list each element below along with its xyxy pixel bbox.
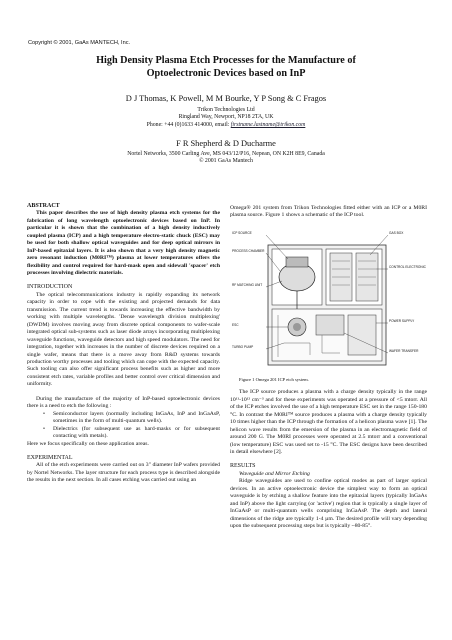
abstract-text: This paper describes the use of high density plasma etch systems for the fabrication of long wavelength optoelectronic devices based on InP. In particular it is shown that the combination of a high density inductively coupled plasma (ICP) and a high temperature electro-static chuck (ESC) may be used for both shallow optical waveguides and for deep optical mirrors in InP-based epitaxial layers. It is also shown that a very high density magnetic zero resonant induction (M0RI™) plasma at lower temperatures offers the flexibility and control required for hard-mask open and sidewall 'spacer' etch processes involving dielectric materials. (27, 210, 220, 277)
figure-label: POWER SUPPLY (389, 318, 415, 323)
copyright-notice: Copyright © 2001, GaAs MANTECH, Inc. (28, 40, 131, 46)
results-subheading: Waveguide and Mirror Etching (239, 470, 310, 477)
title-line-1: High Density Plasma Etch Processes for the Manufacture of (96, 55, 356, 66)
affiliation-nortel (40, 151, 412, 166)
experimental-paragraph: All of the etch experiments were carried out on 3" diameter InP wafers provided by Nortel Networks. The layer structure for each process type is described alongside the results in the next section. In all cases etching was carried out using an (27, 462, 220, 484)
figure-label: GAS BOX (389, 230, 404, 235)
email-link[interactable]: firstname.lastname@trikon.com (230, 121, 306, 128)
affiliation-trikon (40, 107, 412, 129)
figure-label: RF MATCHING UNIT (232, 282, 263, 287)
affiliation-conference: © 2001 GaAs Mantech (199, 158, 253, 165)
list-item: • Dielectrics (for subsequent use as hard-masks or for subsequent contacting with metals). (53, 426, 220, 441)
icp-etch-system-figure (230, 223, 426, 374)
results-heading: RESULTS (230, 463, 256, 470)
authors-nortel: F R Shepherd & D Ducharme (176, 139, 276, 148)
paper-title (40, 54, 412, 80)
abstract-heading: ABSTRACT (27, 203, 60, 209)
figure-label: PROCESS CHAMBER (232, 248, 265, 253)
results-paragraph: Ridge waveguides are used to confine optical modes as part of larger optical devices. In an active optoelectronic device the simplest way to form an optical waveguide is by etching a shallow feature into the epitaxial layers (typically InGaAs and InP) above the light carrying (or 'active') region that is typically a single layer of InGaAsP or multi-quantum wells comprising InGaAsP. The depth and lateral dimensions of the ridge are typically 1-4 µm. The desired profile will vary depending upon the subsequent processing steps but is typically ~80-85°. (230, 478, 427, 530)
experimental-continuation: Omega® 201 system from Trikon Technologies fitted either with an ICP or a M0RI plasma source. Figure 1 shows a schematic of the ICP tool. (230, 205, 427, 219)
experimental-heading: EXPERIMENTAL (27, 454, 73, 461)
figure-label: WAFER TRANSFER (389, 348, 419, 353)
icp-system-schematic (230, 223, 426, 374)
affiliation-contact (40, 122, 412, 129)
list-item: • Semiconductor layers (normally including InGaAs, InP and InGaAsP, sometimes in the form of multi-quantum wells). (53, 411, 220, 426)
figure-label: TURBO PUMP (232, 344, 254, 349)
authors-trikon: D J Thomas, K Powell, M M Bourke, Y P Song & C Fragos (125, 94, 327, 103)
title-line-2: Optoelectronic Devices based on InP (146, 68, 306, 79)
figure-label: CONTROL ELECTRONICS (389, 264, 426, 269)
right-column (230, 205, 427, 530)
icp-source-paragraph: The ICP source produces a plasma with a charge density typically in the range 10¹¹-10¹² cm⁻³ and for these experiments was operated at a pressure of <5 mtorr. All of the ICP etches involved the use of a high temperature ESC set in the range 150-180 °C. In contrast the M0RI™ source produces a plasma with a charge density typically 10 times higher than the ICP through the formation of a helicon plasma wave [1]. The helicon wave results from the emersion of the plasma in an electromagnetic field of around 200 G. The M0RI processes were operated at 2.5 mtorr and a conventional (low temperature) ESC was used set to -15 °C. The ESC designs have been described in detail elsewhere [2]. (230, 389, 427, 455)
introduction-heading: INTRODUCTION (27, 284, 73, 291)
figure-label: ESC (232, 322, 239, 327)
introduction-paragraph-1: The optical telecommunications industry is rapidly expanding its network capacity in order to cope with the existing and projected demands for data transmission. The current trend is towards increasing the effective bandwidth by working with multiple wavelengths. 'Dense wavelength division multiplexing' (DWDM) involves moving away from discrete optical components to wafer-scale integrated optical sub-systems such as laser diode arrays incorporating multiplexing waveguide functions, waveguide detectors and high speed modulators. The need for integration, together with increases in the number of discrete devices required on a single wafer, means that there is a move away from R&D systems towards production worthy processes and tooling which can cope with the expected capacity. Such tooling can also offer significant process benefits such as higher and more consistent etch rates, variable profiles and better control over critical dimension and uniformity. (27, 291, 220, 388)
affiliation-nortel-address: Nortel Networks, 3500 Carling Ave, MS 043/12/P16, Nepean, ON K2H 8E9, Canada (127, 151, 325, 157)
introduction-paragraph-2: During the manufacture of the majority of InP-based optoelectronic devices there is a need to etch the following : (27, 395, 220, 410)
affiliation-company: Trikon Technologies Ltd (197, 107, 255, 113)
affiliation-address: Ringland Way, Newport, NP18 2TA, UK (178, 114, 274, 121)
figure-label: ICP SOURCE (232, 230, 252, 235)
figure-caption: Figure 1 Omega 201 ICP etch system. (239, 376, 309, 382)
phone-text: Phone: +44 (0)1633 414000, email: (146, 121, 231, 128)
left-column (27, 203, 220, 485)
etch-materials-list (27, 411, 220, 441)
introduction-paragraph-3: Here we focus specifically on these application areas. (27, 440, 149, 447)
